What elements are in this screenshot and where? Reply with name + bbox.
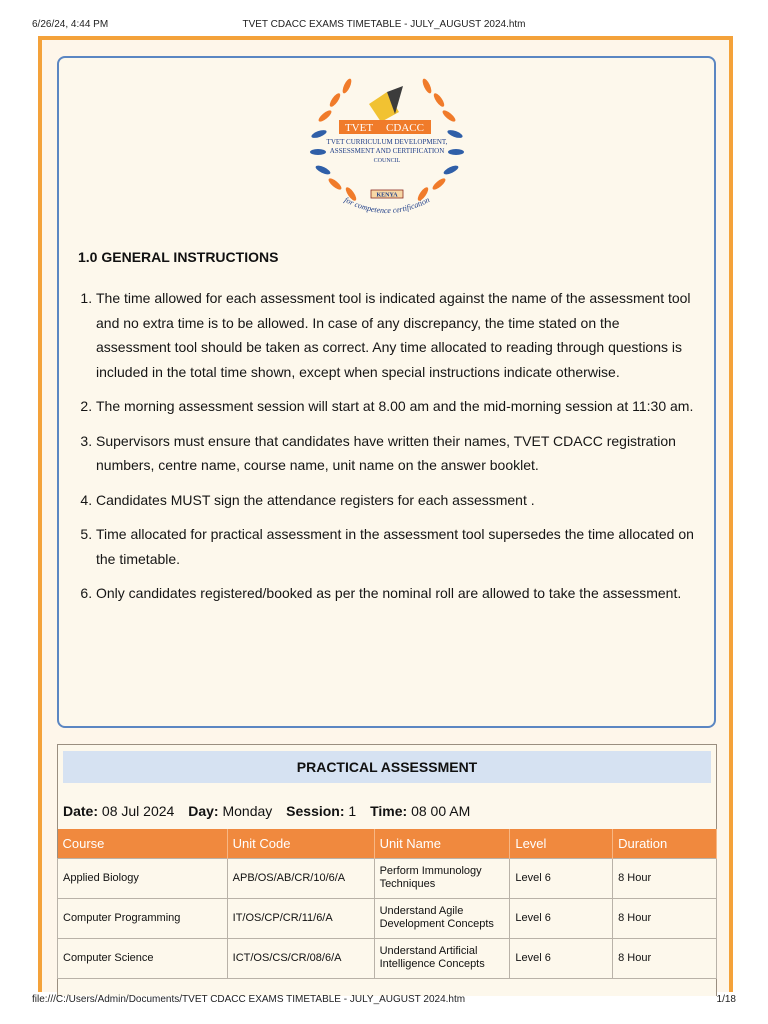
cell-course: Computer Science bbox=[58, 938, 228, 978]
print-file-path: file:///C:/Users/Admin/Documents/TVET CDACC EXAMS TIMETABLE - JULY_AUGUST 2024.htm bbox=[32, 994, 466, 1005]
date-label: Date: bbox=[63, 803, 99, 819]
logo-line-3: COUNCIL bbox=[373, 158, 401, 164]
table-row bbox=[58, 898, 717, 938]
practical-assessment-title: PRACTICAL ASSESSMENT bbox=[63, 751, 711, 783]
date-value: 08 Jul 2024 bbox=[101, 803, 175, 819]
session-label: Session: bbox=[286, 803, 345, 819]
logo-country: KENYA bbox=[376, 192, 398, 199]
cell-duration: 8 Hour bbox=[613, 938, 717, 978]
cell-level: Level 6 bbox=[510, 858, 613, 898]
cell-course: Computer Programming bbox=[58, 898, 228, 938]
cell-unit-name: Understand Artificial Intelligence Concepts bbox=[374, 938, 510, 978]
day-label: Day: bbox=[188, 803, 219, 819]
instruction-item: 1. The time allowed for each assessment tool is indicated against the name of the assessment tool and no extra time is to be allowed. In case of any discrepancy, the time stated on the assessment tool should be taken as correct. Any time allocated to reading through questions is included in the total time shown, except when special instructions indicate otherwise. bbox=[96, 286, 698, 384]
table-row bbox=[58, 858, 717, 898]
instruction-item: 4. Candidates MUST sign the attendance registers for each assessment . bbox=[96, 488, 698, 513]
print-doc-title: TVET CDACC EXAMS TIMETABLE - JULY_AUGUST 2024.htm bbox=[242, 19, 526, 30]
logo-line-2: ASSESSMENT AND CERTIFICATION bbox=[329, 147, 445, 155]
print-footer bbox=[0, 992, 768, 1024]
cell-duration: 8 Hour bbox=[613, 858, 717, 898]
instruction-item: 3. Supervisors must ensure that candidates have written their names, TVET CDACC registration numbers, centre name, course name, unit name on the answer booklet. bbox=[96, 429, 698, 478]
session-info bbox=[63, 803, 470, 819]
tvet-cdacc-logo bbox=[307, 74, 467, 234]
time-label: Time: bbox=[370, 803, 408, 819]
cell-duration: 8 Hour bbox=[613, 898, 717, 938]
cell-unit-name: Perform Immunology Techniques bbox=[374, 858, 510, 898]
column-header-unit-code: Unit Code bbox=[227, 829, 374, 858]
column-header-level: Level bbox=[510, 829, 613, 858]
column-header-unit-name: Unit Name bbox=[374, 829, 510, 858]
general-instructions-title: 1.0 GENERAL INSTRUCTIONS bbox=[78, 249, 279, 265]
logo-motto-path: for competence certification bbox=[342, 195, 432, 216]
logo-line-1: TVET CURRICULUM DEVELOPMENT, bbox=[326, 138, 448, 146]
instruction-item: 6. Only candidates registered/booked as per the nominal roll are allowed to take the assessment. bbox=[96, 581, 698, 606]
page-frame bbox=[38, 36, 733, 992]
logo-acronym-right: CDACC bbox=[386, 122, 424, 134]
cell-unit-code: IT/OS/CP/CR/11/6/A bbox=[227, 898, 374, 938]
cell-unit-code: ICT/OS/CS/CR/08/6/A bbox=[227, 938, 374, 978]
cell-level: Level 6 bbox=[510, 898, 613, 938]
instruction-item: 5. Time allocated for practical assessment in the assessment tool supersedes the time allocated on the timetable. bbox=[96, 522, 698, 571]
column-header-course: Course bbox=[58, 829, 228, 858]
cell-course: Applied Biology bbox=[58, 858, 228, 898]
cell-unit-code: APB/OS/AB/CR/10/6/A bbox=[227, 858, 374, 898]
instructions-list bbox=[78, 286, 698, 616]
table-row bbox=[58, 938, 717, 978]
table-header-row bbox=[58, 829, 717, 858]
practical-assessment-section bbox=[57, 744, 717, 996]
time-value: 08 00 AM bbox=[411, 803, 471, 819]
instruction-item: 2. The morning assessment session will start at 8.00 am and the mid-morning session at 11:30 am. bbox=[96, 394, 698, 419]
cell-unit-name: Understand Agile Development Concepts bbox=[374, 898, 510, 938]
day-value: Monday bbox=[222, 803, 273, 819]
print-header bbox=[0, 0, 768, 36]
column-header-duration: Duration bbox=[613, 829, 717, 858]
instructions-card bbox=[57, 56, 716, 728]
logo-acronym-left: TVET bbox=[344, 122, 374, 134]
session-value: 1 bbox=[348, 803, 357, 819]
courses-table bbox=[57, 829, 717, 979]
print-page-number: 1/18 bbox=[716, 994, 736, 1005]
cell-level: Level 6 bbox=[510, 938, 613, 978]
print-datetime: 6/26/24, 4:44 PM bbox=[32, 19, 109, 30]
